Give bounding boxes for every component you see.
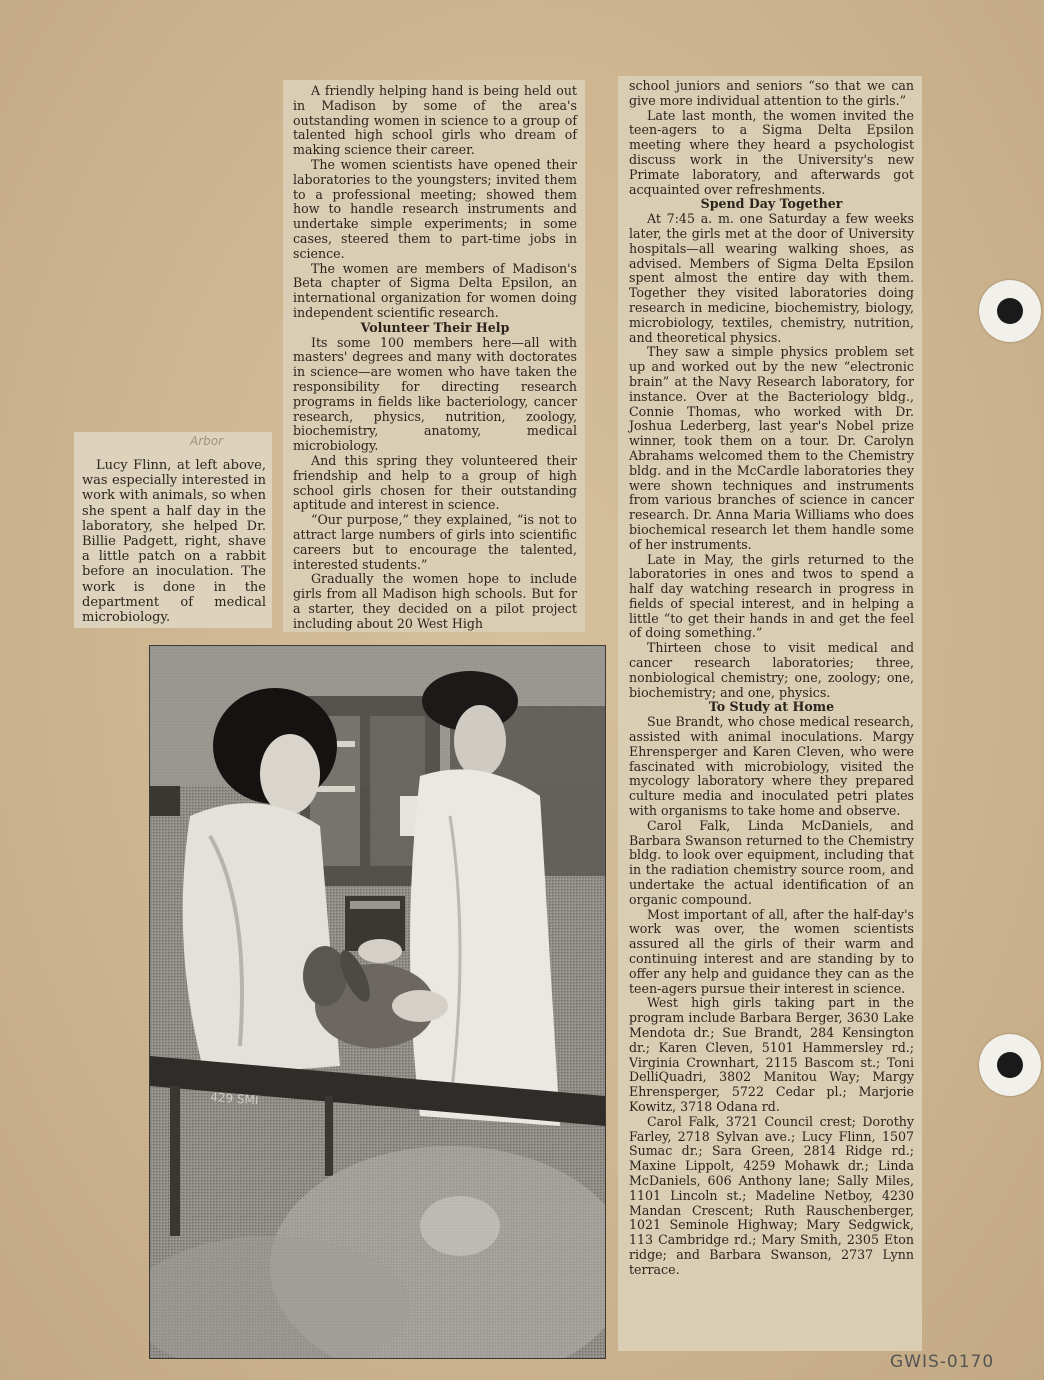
article-paragraph: A friendly helping hand is being held out in Madison by some of the area's outstanding women in science to a group of talented high school girls who dream of making science their career. <box>293 83 577 158</box>
photo-caption-clipping <box>74 432 272 628</box>
article-paragraph: At 7:45 a. m. one Saturday a few weeks later, the girls met at the door of University hospitals—all wearing walking shoes, as advised. Members of Sigma Delta Epsilon spent almost the entire day with them. Together they visited laboratories doing research in medicine, biochemistry, biology, microbiology, textiles, chemistry, nutrition, and theoretical physics. <box>629 211 914 345</box>
article-paragraph: And this spring they volunteered their friendship and help to a group of high school girls chosen for their outstanding aptitude and interest in science. <box>293 452 577 513</box>
article-paragraph: Carol Falk, 3721 Council crest; Dorothy Farley, 2718 Sylvan ave.; Lucy Flinn, 1507 Sumac dr.; Sara Green, 2814 Ridge rd.; Maxine Lippolt, 4259 Mohawk dr.; Linda McDaniels, 606 Anthony lane; Sally Miles, 1101 Lincoln st.; Madeline Netboy, 4230 Mandan Crescent; Ruth Rauschenberger, 1021 Seminole Highway; Mary Sedgwick, 113 Cambridge rd.; Mary Smith, 2305 Eton ridge; and Barbara Swanson, 2737 Lynn terrace. <box>629 1113 914 1277</box>
article-paragraph: school juniors and seniors “so that we can give more individual attention to the girls.” <box>629 78 914 108</box>
article-paragraph: The women are members of Madison's Beta chapter of Sigma Delta Epsilon, an international organization for women doing independent scientific research. <box>293 260 577 320</box>
article-column-left <box>283 80 585 632</box>
bench-label: 429 SMI <box>209 1090 259 1108</box>
article-paragraph: Thirteen chose to visit medical and cancer research laboratories; three, nonbiological chemistry; one, zoology; one, biochemistry; and one, physics. <box>629 640 914 700</box>
section-heading: Spend Day Together <box>700 196 843 212</box>
article-paragraph: Its some 100 members here—all with masters' degrees and many with doctorates in science—are women who have taken the responsibility for directing research programs in fields like bacteriology, cancer research, physics, nutrition, zoology, biochemistry, anatomy, medical microbiology. <box>293 334 577 454</box>
article-paragraph: Most important of all, after the half-day's work was over, the women scientists assured all the girls of their warm and continuing interest and are standing by to offer any help and guidance they can as the teen-agers pursue their interest in science. <box>629 906 914 996</box>
binder-hole-bottom <box>979 1034 1041 1096</box>
article-paragraph: Sue Brandt, who chose medical research, assisted with animal inoculations. Margy Ehrensperger and Karen Cleven, who were fascinated with microbiology, visited the mycology laboratory where they prepared culture media and inoculated petri plates with organisms to take home and observe. <box>629 714 914 819</box>
archive-id-label: GWIS-0170 <box>890 1352 995 1372</box>
article-paragraph: “Our purpose,” they explained, “is not to attract large numbers of girls into scientific careers but to encourage the talented, interested students.” <box>293 512 577 572</box>
photo-caption: Lucy Flinn, at left above, was especially interested in work with animals, so when she spent a half day in the laboratory, she helped Dr. Billie Padgett, right, shave a little patch on a rabbit before an inoculation. The work is done in the department of medical microbiology. <box>82 458 266 626</box>
article-column-right <box>618 76 922 1351</box>
binder-hole-top <box>979 280 1041 342</box>
pencil-annotation: Arbor <box>190 434 224 448</box>
article-paragraph: They saw a simple physics problem set up and worked out by the new “electronic brain” at the Navy Research laboratory, for instance. Over at the Bacteriology bldg., Connie Thomas, who worked with Dr. Joshua Lederberg, last year's Nobel prize winner, took them on a tour. Dr. Carolyn Abrahams welcomed them to the Chemistry bldg. and in the McCardle laboratories they were shown techniques and instruments from various branches of science in cancer research. Dr. Anna Maria Williams who does biochemical research let them handle some of her instruments. <box>629 344 914 552</box>
article-paragraph: West high girls taking part in the program include Barbara Berger, 3630 Lake Mendota dr.; Sue Brandt, 284 Kensington dr.; Karen Cleven, 5101 Hammersley rd.; Virginia Crownhart, 2115 Bascom st.; Toni DelliQuadri, 3802 Manitou Way; Margy Ehrensperger, 5722 Cedar pl.; Marjorie Kowitz, 3718 Odana rd. <box>629 995 914 1114</box>
section-heading: Volunteer Their Help <box>360 319 510 335</box>
lab-photograph <box>149 645 606 1359</box>
article-paragraph: The women scientists have opened their laboratories to the youngsters; invited them to a professional meeting; showed them how to handle research instruments and undertake simple experiments; in some cases, steered them to part-time jobs in science. <box>293 156 577 261</box>
section-heading: To Study at Home <box>708 699 835 715</box>
article-paragraph: Late last month, the women invited the teen-agers to a Sigma Delta Epsilon meeting where they heard a psychologist discuss work in the University's new Primate laboratory, and afterwards got acquainted over refreshments. <box>629 107 914 197</box>
article-paragraph: Late in May, the girls returned to the laboratories in ones and twos to spend a half day watching research in progress in fields of special interest, and in helping a little “to get their hands in and get the feel of doing something.” <box>629 551 914 641</box>
article-paragraph: Gradually the women hope to include girls from all Madison high schools. But for a starter, they decided on a pilot project including about 20 West High <box>293 571 577 631</box>
article-paragraph: Carol Falk, Linda McDaniels, and Barbara Swanson returned to the Chemistry bldg. to look over equipment, including that in the radiation chemistry source room, and undertake the actual identification of an organic compound. <box>629 817 914 907</box>
